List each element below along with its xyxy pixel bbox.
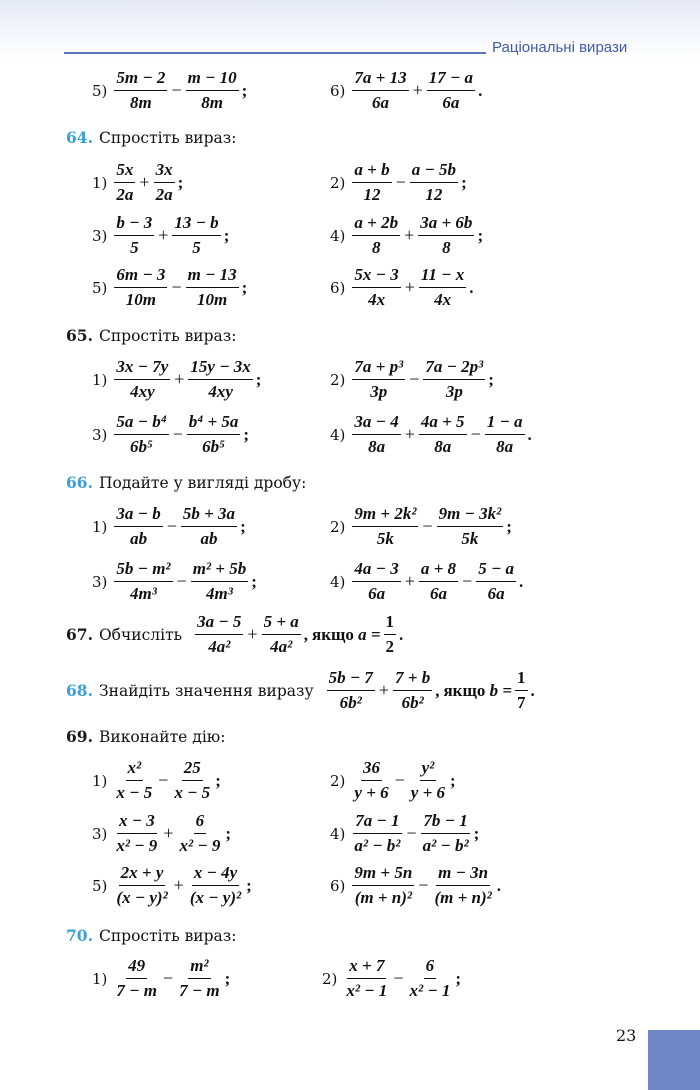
numerator: y² (420, 758, 437, 781)
item-number: 3) (92, 425, 108, 444)
numerator: 7a + 13 (352, 68, 408, 91)
operator: + (378, 680, 390, 700)
exercise-item (92, 504, 246, 549)
exercise-item (330, 811, 479, 856)
item-number: 6) (330, 278, 346, 297)
numerator: 3a − 4 (352, 412, 400, 435)
exercise-item (92, 265, 247, 310)
numerator: 1 − a (485, 412, 525, 435)
numerator: x + 7 (347, 956, 386, 979)
item-number: 2) (330, 370, 346, 389)
fraction (352, 357, 405, 402)
punctuation: ; (225, 823, 232, 843)
denominator: 8 (442, 238, 451, 257)
punctuation: ; (255, 369, 262, 389)
operator: + (404, 225, 415, 245)
numerator: 49 (126, 956, 147, 979)
fraction (419, 265, 466, 310)
numerator: 9m + 2k² (352, 504, 418, 527)
punctuation: ; (506, 516, 512, 536)
task-65: 65. Спростіть вираз: (66, 326, 237, 345)
numerator: b⁴ + 5a (187, 412, 241, 435)
punctuation: ; (243, 424, 250, 444)
page-corner-tab (648, 1030, 700, 1090)
exercise-item (92, 213, 229, 258)
numerator: m² (188, 956, 210, 979)
denominator: 10m (125, 290, 157, 309)
exercise-item (330, 412, 532, 457)
numerator: x − 3 (117, 811, 157, 834)
fraction (191, 559, 249, 604)
operator: + (173, 875, 184, 895)
item-number: 1) (92, 517, 108, 536)
denominator: ab (130, 529, 148, 548)
exercise-item (330, 758, 456, 803)
operator: + (404, 277, 415, 297)
denominator: (m + n)² (354, 888, 412, 907)
denominator: x − 5 (116, 783, 153, 802)
operator: − (393, 968, 404, 988)
operator: − (462, 571, 473, 591)
fraction (114, 863, 169, 908)
fraction (114, 758, 154, 803)
denominator: x − 5 (174, 783, 211, 802)
denominator: 5k (376, 529, 394, 548)
fraction (188, 863, 243, 908)
item-number: 6) (330, 81, 346, 100)
exercise-item (92, 68, 247, 113)
punctuation: ; (215, 770, 221, 790)
task-66: 66. Подайте у вигляді дробу: (66, 473, 307, 492)
item-number: 4) (330, 824, 346, 843)
numerator: m − 13 (186, 265, 239, 288)
denominator: 6a (368, 584, 386, 603)
denominator: 4x (434, 290, 452, 309)
fraction (419, 412, 467, 457)
denominator: 3p (370, 382, 388, 401)
punctuation: . (469, 277, 474, 297)
denominator: ab (200, 529, 218, 548)
numerator: 5b − m² (114, 559, 172, 582)
numerator: 5m − 2 (114, 68, 167, 91)
operator: − (172, 424, 183, 444)
operator: + (139, 172, 150, 192)
denominator: (m + n)² (434, 888, 492, 907)
exercise-item (330, 265, 474, 310)
numerator: 5x − 3 (352, 265, 400, 288)
item-number: 3) (92, 572, 108, 591)
numerator: b − 3 (114, 213, 154, 236)
operator: − (171, 277, 182, 297)
numerator: 7 + b (393, 668, 432, 691)
numerator: 36 (361, 758, 382, 781)
fraction (421, 811, 471, 856)
operator: + (158, 225, 169, 245)
fraction (172, 213, 220, 258)
condition-fraction: $\frac{1}{7}$ (517, 668, 526, 712)
numerator: 3x (154, 160, 175, 183)
operator: − (166, 516, 177, 536)
operator: + (247, 624, 258, 644)
fraction (352, 559, 400, 604)
item-number: 1) (92, 969, 108, 988)
fraction (114, 504, 162, 549)
fraction (409, 758, 447, 803)
numerator: 9m + 5n (352, 863, 414, 886)
fraction (114, 213, 154, 258)
numerator: 25 (182, 758, 203, 781)
fraction (188, 357, 252, 402)
condition-word: якщо (312, 624, 354, 644)
fraction (344, 956, 389, 1001)
punctuation: , (303, 624, 308, 644)
fraction (427, 68, 475, 113)
denominator: 6a (372, 93, 389, 112)
item-number: 5) (92, 278, 108, 297)
item-number: 6) (330, 876, 346, 895)
punctuation: ; (488, 369, 494, 389)
exercise-item (330, 68, 482, 113)
denominator: 3p (445, 382, 463, 401)
fraction (352, 758, 390, 803)
numerator: a + 8 (419, 559, 458, 582)
exercise-item (92, 357, 261, 402)
exercise-item (330, 863, 501, 908)
fraction (181, 504, 237, 549)
denominator: 8 (372, 238, 381, 257)
operator: − (176, 571, 187, 591)
fraction (114, 160, 135, 205)
numerator: 4a + 5 (419, 412, 467, 435)
denominator: y + 6 (354, 783, 389, 802)
fraction (352, 265, 400, 310)
fraction (352, 160, 391, 205)
item-number: 1) (92, 370, 108, 389)
operator: − (395, 172, 406, 192)
fraction (114, 68, 167, 113)
denominator: 6b² (339, 693, 362, 712)
denominator: 4a² (270, 637, 293, 656)
punctuation: ; (240, 516, 246, 536)
punctuation: ; (450, 770, 456, 790)
fraction (114, 956, 159, 1001)
punctuation: ; (246, 875, 252, 895)
punctuation: ; (223, 225, 230, 245)
denominator: 6b² (401, 693, 424, 712)
exercise-item (92, 559, 257, 604)
operator: − (409, 369, 420, 389)
exercise-item (92, 160, 183, 205)
punctuation: ; (477, 225, 484, 245)
operator: − (418, 875, 429, 895)
denominator: 2a (116, 185, 134, 204)
numerator: 6 (194, 811, 207, 834)
numerator: 5b + 3a (181, 504, 237, 527)
denominator: 6a (442, 93, 460, 112)
condition-fraction: $\frac{1}{2}$ (385, 612, 395, 656)
numerator: 5x (114, 160, 135, 183)
exercise-item (330, 559, 523, 604)
operator: − (394, 770, 405, 790)
fraction (114, 412, 168, 457)
numerator: a + b (352, 160, 391, 183)
numerator: 4a − 3 (352, 559, 400, 582)
numerator: a − 5b (410, 160, 458, 183)
denominator: 8a (434, 437, 452, 456)
denominator: (x − y)² (189, 888, 242, 907)
punctuation: ; (461, 172, 467, 192)
numerator: x² (126, 758, 144, 781)
denominator: a² − b² (354, 836, 401, 855)
numerator: 5b − 7 (327, 668, 375, 691)
fraction (154, 160, 175, 205)
denominator: 8a (368, 437, 386, 456)
numerator: 15y − 3x (188, 357, 252, 380)
exercise-item (330, 160, 467, 205)
punctuation: ; (241, 80, 248, 100)
denominator: 2a (155, 185, 173, 204)
punctuation: . (496, 875, 501, 895)
denominator: 6b⁵ (130, 437, 153, 456)
exercise-item (330, 213, 483, 258)
fraction (423, 357, 485, 402)
denominator: 5 (192, 238, 201, 257)
fraction (114, 265, 167, 310)
denominator: x² − 9 (179, 836, 221, 855)
item-number: 3) (92, 226, 108, 245)
operator: − (406, 823, 417, 843)
fraction (352, 68, 408, 113)
numerator: 6 (424, 956, 437, 979)
numerator: 3a − b (114, 504, 162, 527)
exercise-item (92, 863, 252, 908)
numerator: 5 − a (476, 559, 516, 582)
task-64: 64. Спростіть вираз: (66, 128, 237, 147)
item-number: 5) (92, 81, 108, 100)
numerator: 7b − 1 (421, 811, 469, 834)
fraction (485, 412, 525, 457)
fraction (114, 357, 170, 402)
item-number: 2) (330, 771, 346, 790)
denominator: 8m (201, 93, 223, 112)
fraction (195, 612, 243, 657)
condition-var: a = (358, 624, 381, 644)
fraction (418, 213, 474, 258)
numerator: 2x + y (119, 863, 166, 886)
numerator: 6m − 3 (114, 265, 167, 288)
numerator: 7a − 2p³ (423, 357, 485, 380)
fraction (172, 758, 212, 803)
denominator: 6a (487, 584, 505, 603)
numerator: 11 − x (419, 265, 466, 288)
fraction (177, 956, 222, 1001)
operator: − (422, 516, 433, 536)
fraction (352, 412, 400, 457)
numerator: 5a − b⁴ (114, 412, 168, 435)
exercise-item (92, 956, 230, 1001)
numerator: x − 4y (192, 863, 239, 886)
numerator: 13 − b (172, 213, 220, 236)
item-number: 4) (330, 425, 346, 444)
fraction (352, 504, 418, 549)
task-67: 67. Обчисліть $\frac{3a - 5}{\text{4a²}}$ + $\frac{5 + a}{\text{4a²}}$ , якщо a = $\frac{1}{2}$ . (66, 612, 404, 656)
exercise-item (330, 357, 494, 402)
denominator: 4x (368, 290, 386, 309)
operator: + (163, 823, 174, 843)
punctuation: ; (251, 571, 257, 591)
denominator: 5k (461, 529, 479, 548)
fraction (407, 956, 452, 1001)
fraction (437, 504, 504, 549)
fraction (419, 559, 458, 604)
denominator: 4xy (208, 382, 233, 401)
denominator: a² − b² (422, 836, 469, 855)
operator: − (158, 770, 169, 790)
exercise-item (92, 412, 249, 457)
fraction (114, 811, 159, 856)
header-rule (64, 52, 486, 54)
fraction (352, 811, 402, 856)
denominator: 6a (429, 584, 447, 603)
item-number: 2) (330, 517, 346, 536)
operator: − (162, 968, 174, 988)
denominator: 4a² (208, 637, 231, 656)
task-68: 68. Знайдіть значення виразу $\frac{5b - 7}{\text{6b²}}$ + $\frac{7 + b}{\text{6b²}}$ , якщо b = $\frac{1}{7}$ . (66, 668, 535, 712)
exercise-item (92, 811, 231, 856)
numerator: 7a − 1 (353, 811, 401, 834)
fraction (393, 668, 432, 713)
numerator: 3a + 6b (418, 213, 474, 236)
condition-var: b = (489, 680, 513, 700)
fraction (114, 559, 172, 604)
denominator: 7 − m (116, 981, 157, 1000)
exercise-item (322, 956, 461, 1001)
fraction (327, 668, 375, 713)
denominator: 5 (130, 238, 139, 257)
fraction (186, 265, 239, 310)
operator: + (404, 424, 415, 444)
item-number: 3) (92, 824, 108, 843)
denominator: y + 6 (410, 783, 446, 802)
punctuation: ; (473, 823, 480, 843)
fraction (432, 863, 493, 908)
item-number: 4) (330, 572, 346, 591)
exercise-item (330, 504, 512, 549)
punctuation: ; (177, 172, 184, 192)
numerator: 3a − 5 (195, 612, 243, 635)
item-number: 2) (330, 173, 346, 192)
fraction (410, 160, 458, 205)
condition-word: якщо (443, 680, 486, 700)
operator: + (412, 80, 423, 100)
section-title: Раціональні вирази (492, 39, 628, 56)
fraction (187, 412, 241, 457)
punctuation: ; (224, 968, 231, 988)
punctuation: ; (455, 968, 462, 988)
numerator: 7a + p³ (352, 357, 405, 380)
denominator: 4m³ (206, 584, 233, 603)
task-70: 70. Спростіть вираз: (66, 926, 237, 945)
fraction (186, 68, 239, 113)
operator: − (171, 80, 182, 100)
punctuation: , (435, 680, 440, 700)
item-number: 4) (330, 226, 346, 245)
denominator: 8m (130, 93, 152, 112)
punctuation: . (478, 80, 483, 100)
fraction (262, 612, 301, 657)
denominator: x² − 1 (346, 981, 388, 1000)
denominator: x² − 1 (409, 981, 451, 1000)
denominator: 6b⁵ (202, 437, 226, 456)
numerator: m² + 5b (191, 559, 249, 582)
numerator: 5 + a (262, 612, 301, 635)
numerator: a + 2b (352, 213, 400, 236)
punctuation: . (519, 571, 524, 591)
operator: + (174, 369, 185, 389)
numerator: m − 3n (436, 863, 490, 886)
denominator: 10m (196, 290, 228, 309)
punctuation: ; (241, 277, 248, 297)
fraction (352, 213, 400, 258)
denominator: 8a (496, 437, 514, 456)
fraction (352, 863, 414, 908)
page-number: 23 (616, 1026, 637, 1045)
fraction (177, 811, 222, 856)
punctuation: . (527, 424, 532, 444)
exercise-item (92, 758, 221, 803)
fraction (476, 559, 516, 604)
operator: − (470, 424, 481, 444)
numerator: 9m − 3k² (437, 504, 504, 527)
denominator: (x − y)² (116, 888, 168, 907)
denominator: 4xy (130, 382, 155, 401)
numerator: 3x − 7y (114, 357, 170, 380)
operator: + (404, 571, 415, 591)
denominator: 7 − m (179, 981, 220, 1000)
item-number: 1) (92, 173, 108, 192)
denominator: 12 (425, 185, 443, 204)
item-number: 5) (92, 876, 108, 895)
task-69: 69. Виконайте дію: (66, 727, 226, 746)
denominator: 4m³ (130, 584, 157, 603)
numerator: m − 10 (186, 68, 239, 91)
numerator: 17 − a (427, 68, 475, 91)
item-number: 1) (92, 771, 108, 790)
denominator: x² − 9 (116, 836, 158, 855)
item-number: 2) (322, 969, 338, 988)
denominator: 12 (363, 185, 381, 204)
